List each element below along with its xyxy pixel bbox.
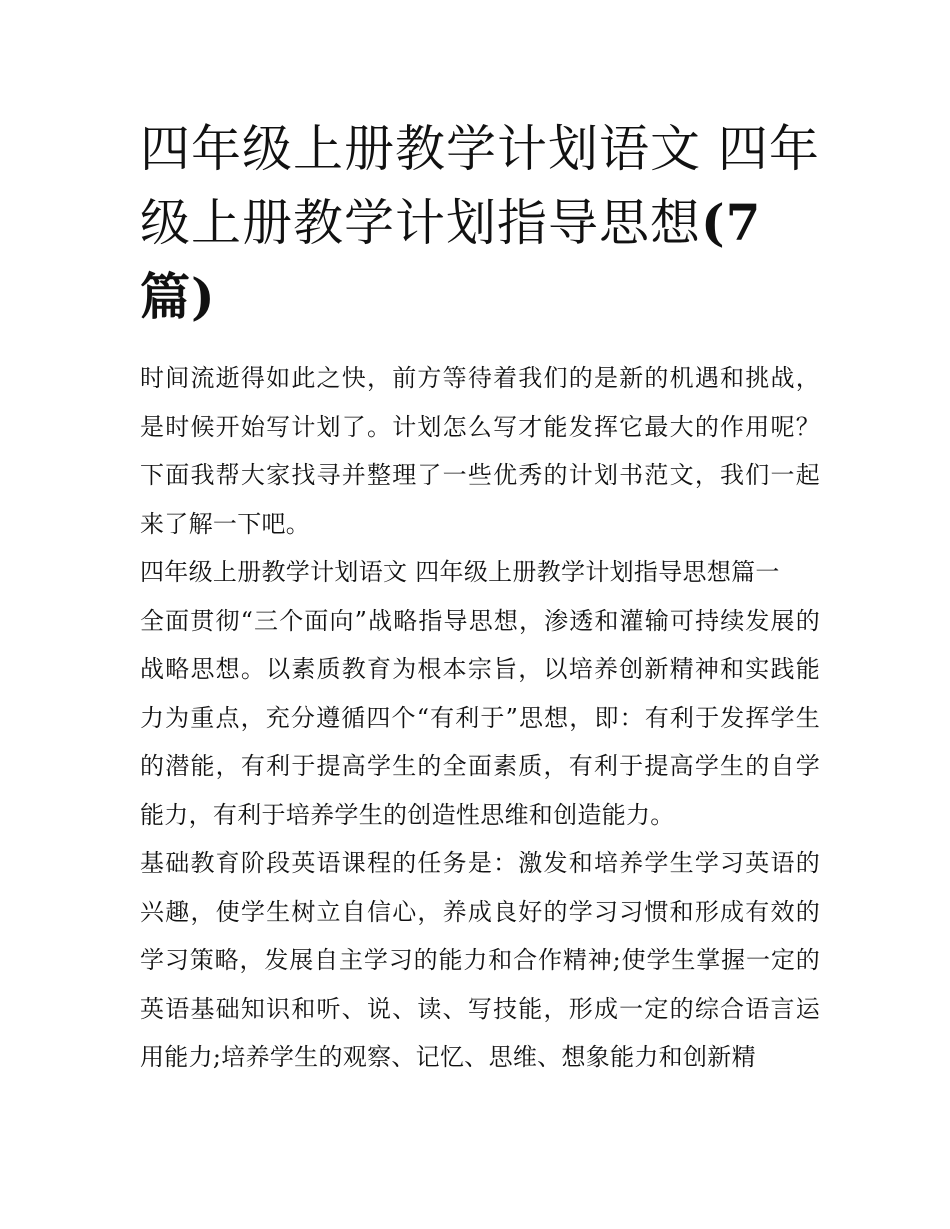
section-heading: 四年级上册教学计划语文 四年级上册教学计划指导思想篇一 bbox=[140, 558, 780, 586]
document-title bbox=[140, 112, 820, 334]
course-task-paragraph: 基础教育阶段英语课程的任务是：激发和培养学生学习英语的兴趣，使学生树立自信心，养成良好的学习习惯和形成有效的学习策略，发展自主学习的能力和合作精神;使学生掌握一定的英语基础知识和听、说、读、写技能，形成一定的综合语言运用能力;培养学生的观察、记忆、思维、想象能力和创新精 bbox=[140, 849, 820, 1071]
guiding-thought-paragraph: 全面贯彻“三个面向”战略指导思想，渗透和灌输可持续发展的战略思想。以素质教育为根本宗旨，以培养创新精神和实践能力为重点，充分遵循四个“有利于”思想，即：有利于发挥学生的潜能，有利于提高学生的全面素质，有利于提高学生的自学能力，有利于培养学生的创造性思维和创造能力。 bbox=[140, 606, 820, 829]
intro-paragraph: 时间流逝得如此之快，前方等待着我们的是新的机遇和挑战，是时候开始写计划了。计划怎么写才能发挥它最大的作用呢？下面我帮大家找寻并整理了一些优秀的计划书范文，我们一起来了解一下吧。 bbox=[140, 364, 820, 538]
document-body bbox=[140, 354, 820, 1082]
title-suffix-text: (7篇) bbox=[140, 193, 762, 326]
title-main-text: 四年级上册教学计划语文 四年级上册教学计划指导思想 bbox=[140, 120, 820, 252]
